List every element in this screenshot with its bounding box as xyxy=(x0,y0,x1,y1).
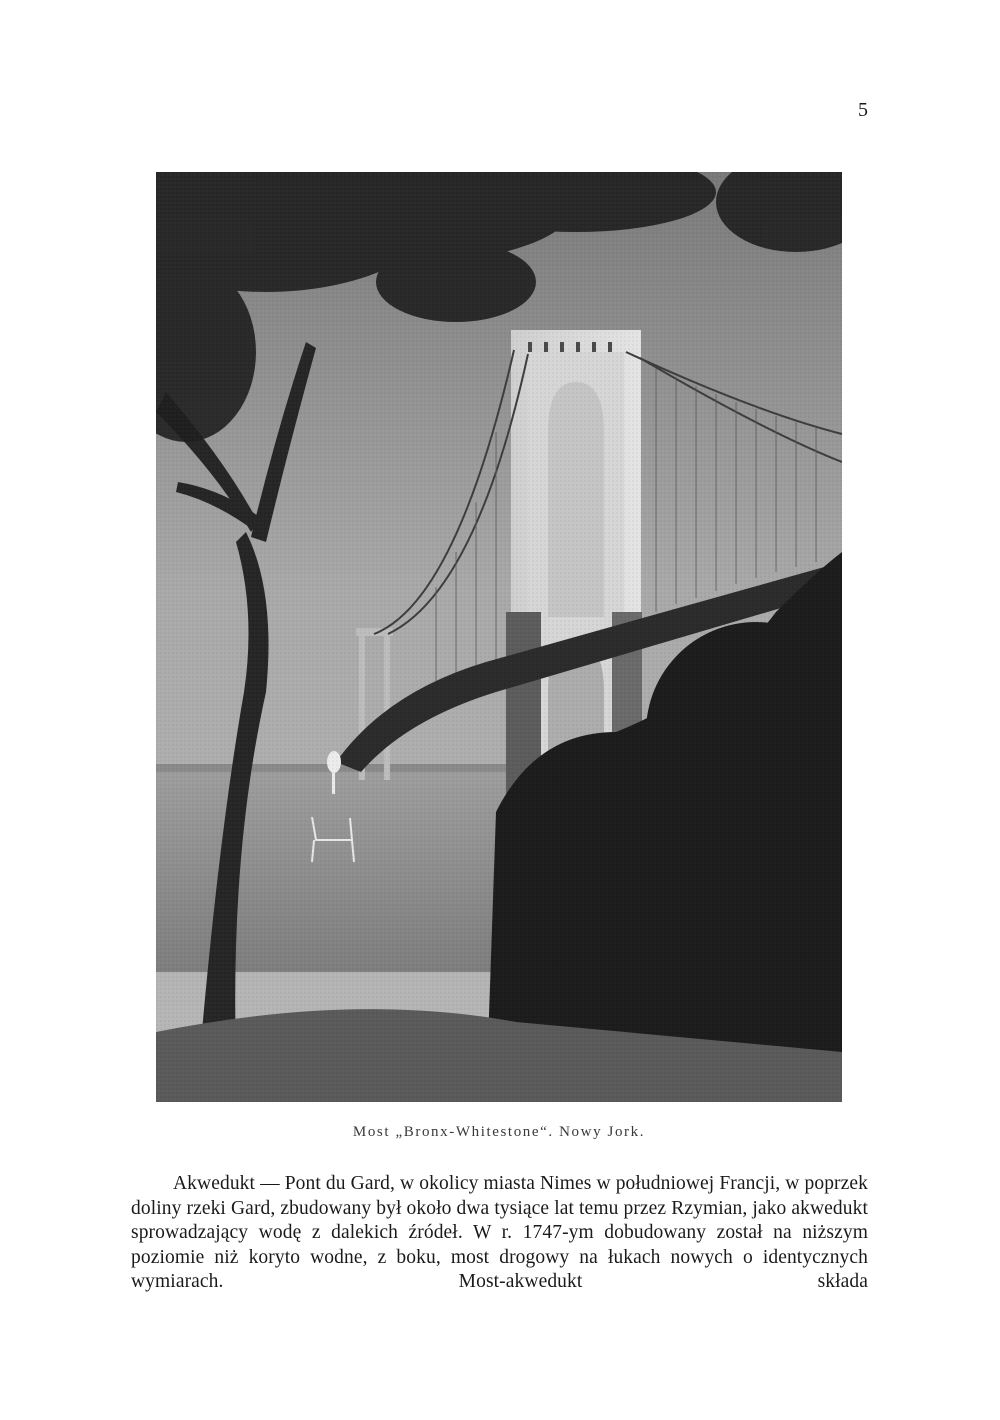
figure-caption: Most „Bronx-Whitestone“. Nowy Jork. xyxy=(352,1124,646,1140)
bridge-photograph xyxy=(156,172,842,1102)
body-paragraph: Akwedukt — Pont du Gard, w okolicy miasta Nimes w południowej Francji, w poprzek doliny rzeki Gard, zbudowany był około dwa tysiące lat temu przez Rzymian, jako akwedukt sprowadzający wodę z dalekich źródeł. W r. 1747-ym dobudowany został na niższym poziomie niż koryto wodne, z boku, most drogowy na łukach nowych o identycznych wymiarach. Most-akwedukt składa xyxy=(131,1173,868,1293)
page-number: 5 xyxy=(858,99,868,121)
bridge-photo-drawing xyxy=(156,172,842,1102)
